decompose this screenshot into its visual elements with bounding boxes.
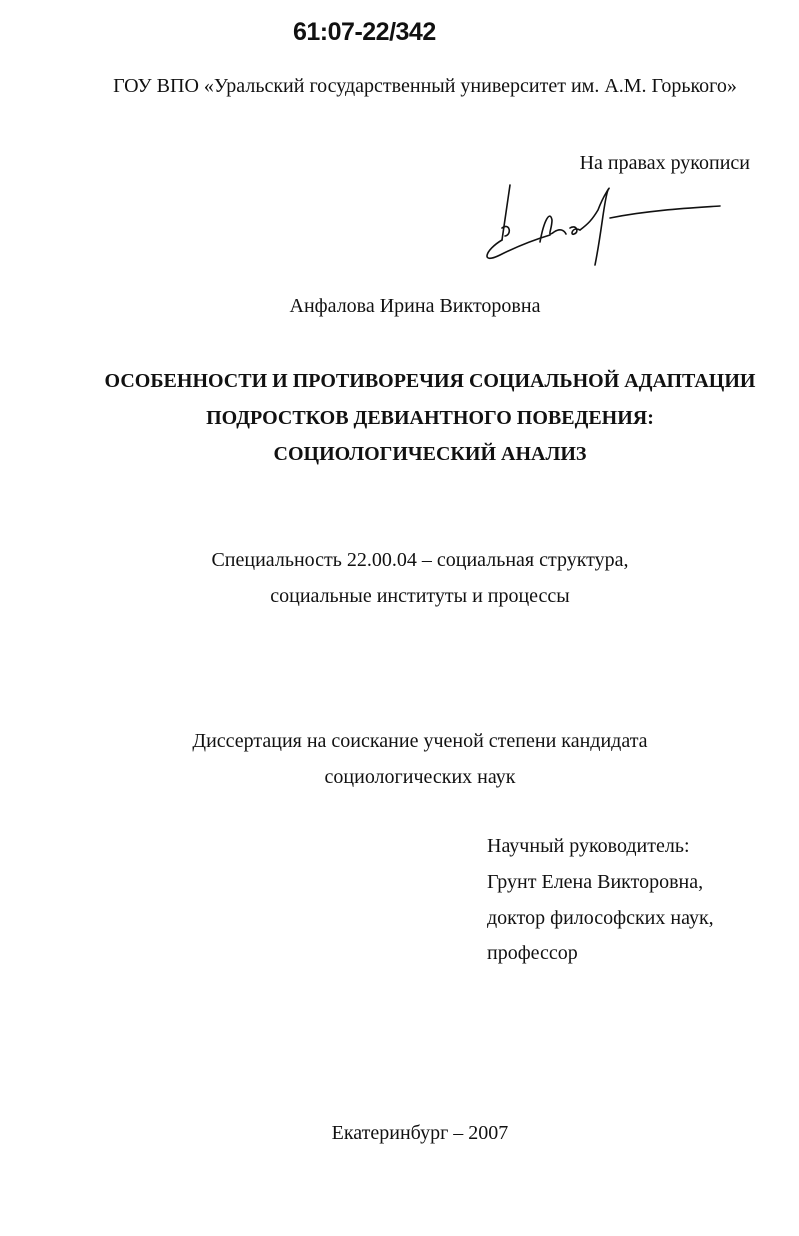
title-line-1: ОСОБЕННОСТИ И ПРОТИВОРЕЧИЯ СОЦИАЛЬНОЙ АДАПТАЦИИ	[104, 370, 756, 392]
specialty-line-1: Специальность 22.00.04 – социальная структура,	[211, 549, 629, 571]
advisor-label: Научный руководитель:	[487, 835, 690, 857]
organization: ГОУ ВПО «Уральский государственный университет им. А.М. Горького»	[113, 75, 737, 97]
degree-line-2: социологических наук	[324, 766, 516, 788]
advisor-degree: доктор философских наук,	[487, 907, 714, 929]
signature	[480, 180, 730, 270]
advisor-name: Грунт Елена Викторовна,	[487, 871, 704, 893]
degree-line-1: Диссертация на соискание ученой степени кандидата	[192, 730, 648, 752]
author-name: Анфалова Ирина Викторовна	[289, 295, 541, 317]
advisor-title: профессор	[487, 942, 578, 964]
place-year: Екатеринбург – 2007	[331, 1122, 509, 1144]
title-line-3: СОЦИОЛОГИЧЕСКИЙ АНАЛИЗ	[273, 443, 587, 465]
catalog-code: 61:07-22/342	[293, 18, 436, 46]
manuscript-rights: На правах рукописи	[579, 152, 750, 174]
title-line-2: ПОДРОСТКОВ ДЕВИАНТНОГО ПОВЕДЕНИЯ:	[206, 407, 654, 429]
specialty-line-2: социальные институты и процессы	[270, 585, 570, 607]
